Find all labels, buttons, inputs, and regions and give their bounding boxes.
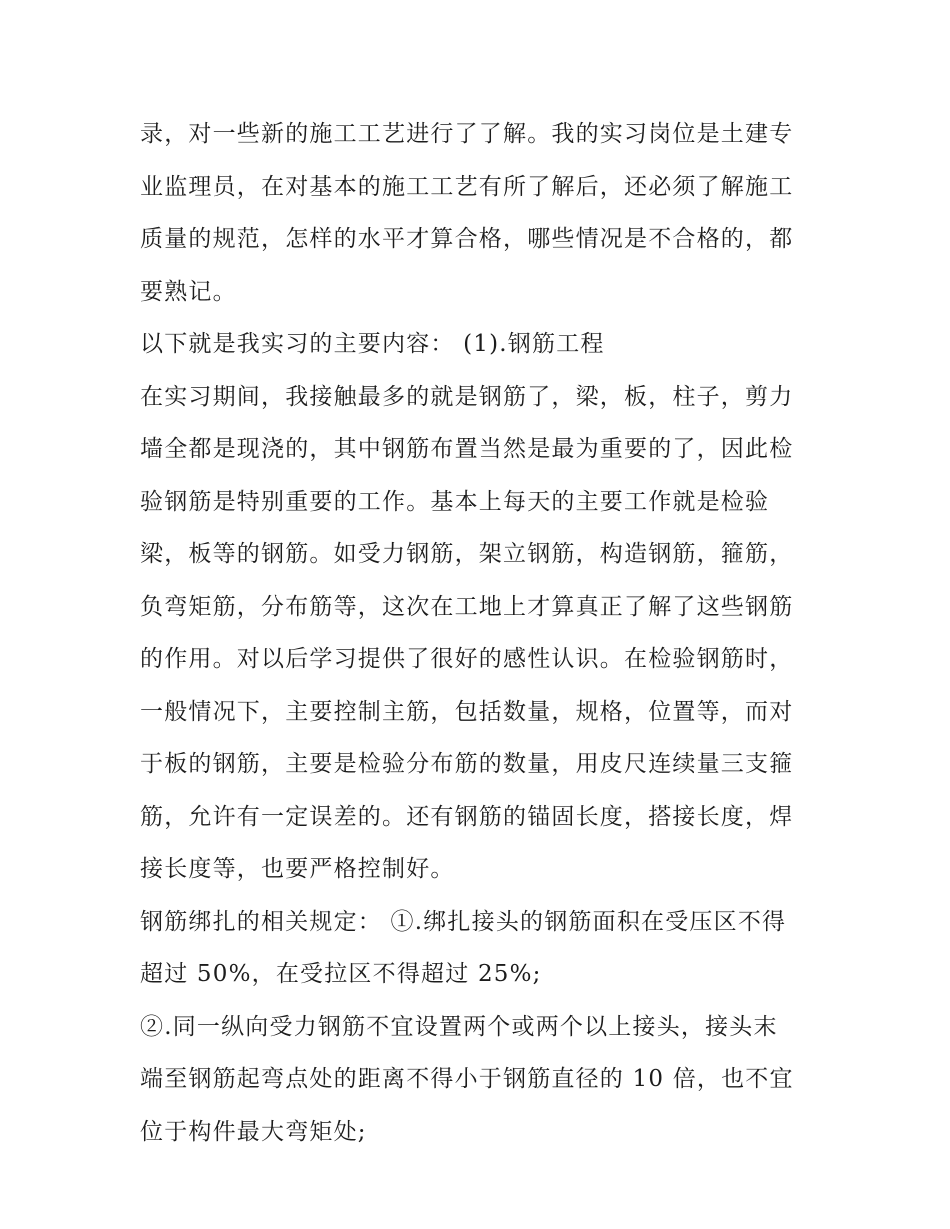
text-line: 录，对一些新的施工工艺进行了了解。我的实习岗位是土建专 <box>140 121 794 147</box>
text-line: 要熟记。 <box>140 278 237 305</box>
text-line: 的作用。对以后学习提供了很好的感性认识。在检验钢筋时， <box>140 646 794 672</box>
text-line: 在实习期间，我接触最多的就是钢筋了，梁，板，柱子，剪力 <box>140 383 794 410</box>
text-line: 墙全都是现浇的，其中钢筋布置当然是最为重要的了，因此检 <box>140 436 794 462</box>
text-line: ②.同一纵向受力钢筋不宜设置两个或两个以上接头，接头末 <box>140 1013 778 1040</box>
text-line: 质量的规范，怎样的水平才算合格，哪些情况是不合格的，都 <box>140 226 794 252</box>
text-line: 一般情况下，主要控制主筋，包括数量，规格，位置等，而对 <box>140 698 794 725</box>
text-line: 钢筋绑扎的相关规定： ①.绑扎接头的钢筋面积在受压区不得 <box>140 908 787 935</box>
text-line: 位于构件最大弯矩处; <box>140 1118 367 1145</box>
text-line: 筋，允许有一定误差的。还有钢筋的锚固长度，搭接长度，焊 <box>140 803 794 830</box>
text-line: 端至钢筋起弯点处的距离不得小于钢筋直径的 10 倍，也不宜 <box>140 1066 794 1092</box>
text-line: 业监理员，在对基本的施工工艺有所了解后，还必须了解施工 <box>140 173 794 200</box>
body-text <box>140 108 820 1158</box>
text-line: 于板的钢筋，主要是检验分布筋的数量，用皮尺连续量三支箍 <box>140 751 794 777</box>
text-line: 验钢筋是特别重要的工作。基本上每天的主要工作就是检验 <box>140 488 770 515</box>
text-line: 超过 50%，在受拉区不得超过 25%; <box>140 961 542 987</box>
text-line: 负弯矩筋，分布筋等，这次在工地上才算真正了解了这些钢筋 <box>140 593 794 620</box>
text-line: 接长度等，也要严格控制好。 <box>140 856 455 882</box>
text-line: 以下就是我实习的主要内容： (1).钢筋工程 <box>140 331 605 357</box>
text-line: 梁，板等的钢筋。如受力钢筋，架立钢筋，构造钢筋，箍筋， <box>140 541 794 567</box>
